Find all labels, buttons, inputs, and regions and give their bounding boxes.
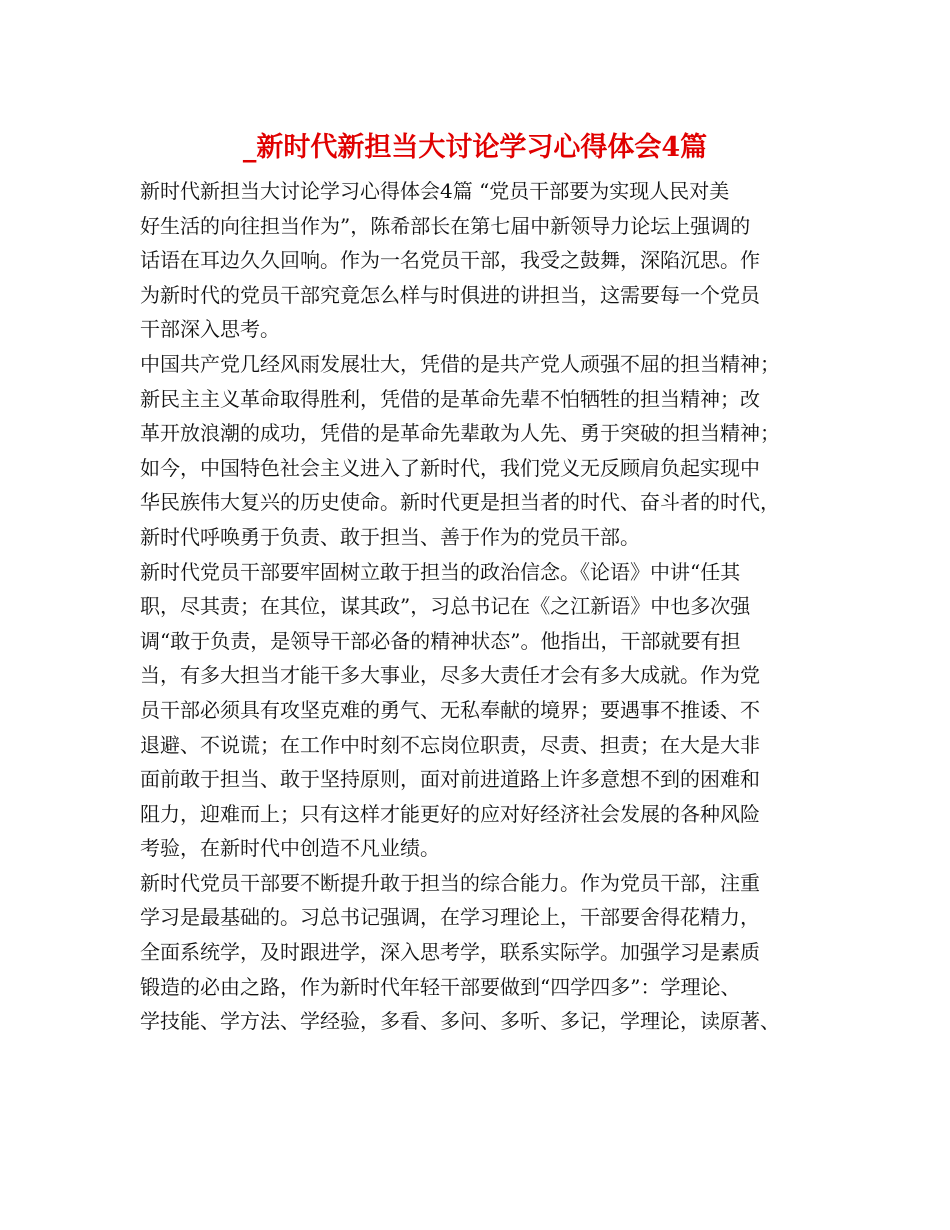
text-line: 面前敢于担当、敢于坚持原则，面对前进道路上许多意想不到的困难和: [140, 767, 760, 792]
text-line: 学技能、学方法、学经验，多看、多问、多听、多记，学理论，读原著、: [140, 1009, 780, 1034]
text-line: 新时代呼唤勇于负责、敢于担当、善于作为的党员干部。: [140, 524, 640, 549]
text-line: 中国共产党几经风雨发展壮大，凭借的是共产党人顽强不屈的担当精神；: [140, 351, 780, 376]
text-line: 阻力，迎难而上；只有这样才能更好的应对好经济社会发展的各种风险: [140, 801, 760, 826]
text-line: 锻造的必由之路，作为新时代年轻干部要做到“四学四多”：学理论、: [140, 974, 741, 999]
text-line: 全面系统学，及时跟进学，深入思考学，联系实际学。加强学习是素质: [140, 940, 760, 965]
text-line: 革开放浪潮的成功，凭借的是革命先辈敢为人先、勇于突破的担当精神；: [140, 421, 780, 446]
text-line: 新民主主义革命取得胜利，凭借的是革命先辈不怕牺牲的担当精神；改: [140, 386, 760, 411]
document-body: [140, 174, 820, 1039]
text-line: 职，尽其责；在其位，谋其政”，习总书记在《之江新语》中也多次强: [140, 594, 751, 619]
paragraph-4: [140, 866, 820, 1039]
text-line: 干部深入思考。: [140, 317, 280, 342]
text-line: 考验，在新时代中创造不凡业绩。: [140, 836, 440, 861]
text-line: 新时代党员干部要不断提升敢于担当的综合能力。作为党员干部，注重: [140, 870, 760, 895]
text-line: 当，有多大担当才能干多大事业，尽多大责任才会有多大成就。作为党: [140, 663, 760, 688]
text-line: 新时代新担当大讨论学习心得体会4篇 “党员干部要为实现人民对美: [140, 179, 730, 203]
text-line: 调“敢于负责，是领导干部必备的精神状态”。他指出，干部就要有担: [140, 628, 741, 653]
paragraph-2: [140, 347, 820, 555]
paragraph-1: [140, 174, 820, 347]
text-line: 员干部必须具有攻坚克难的勇气、无私奉献的境界；要遇事不推诿、不: [140, 697, 760, 722]
text-line: 如今，中国特色社会主义进入了新时代，我们党义无反顾肩负起实现中: [140, 455, 760, 480]
text-line: 华民族伟大复兴的历史使命。新时代更是担当者的时代、奋斗者的时代，: [140, 490, 780, 515]
text-line: 学习是最基础的。习总书记强调，在学习理论上，干部要舍得花精力，: [140, 905, 760, 930]
text-line: 话语在耳边久久回响。作为一名党员干部，我受之鼓舞，深陷沉思。作: [140, 248, 760, 273]
paragraph-3: [140, 555, 820, 866]
document-title: _新时代新担当大讨论学习心得体会4篇: [242, 132, 708, 163]
text-line: 新时代党员干部要牢固树立敢于担当的政治信念。《论语》中讲“任其: [140, 559, 741, 584]
text-line: 为新时代的党员干部究竟怎么样与时俱进的讲担当，这需要每一个党员: [140, 282, 760, 307]
text-line: 好生活的向往担当作为”，陈希部长在第七届中新领导力论坛上强调的: [140, 213, 751, 238]
text-line: 退避、不说谎；在工作中时刻不忘岗位职责，尽责、担责；在大是大非: [140, 732, 760, 757]
